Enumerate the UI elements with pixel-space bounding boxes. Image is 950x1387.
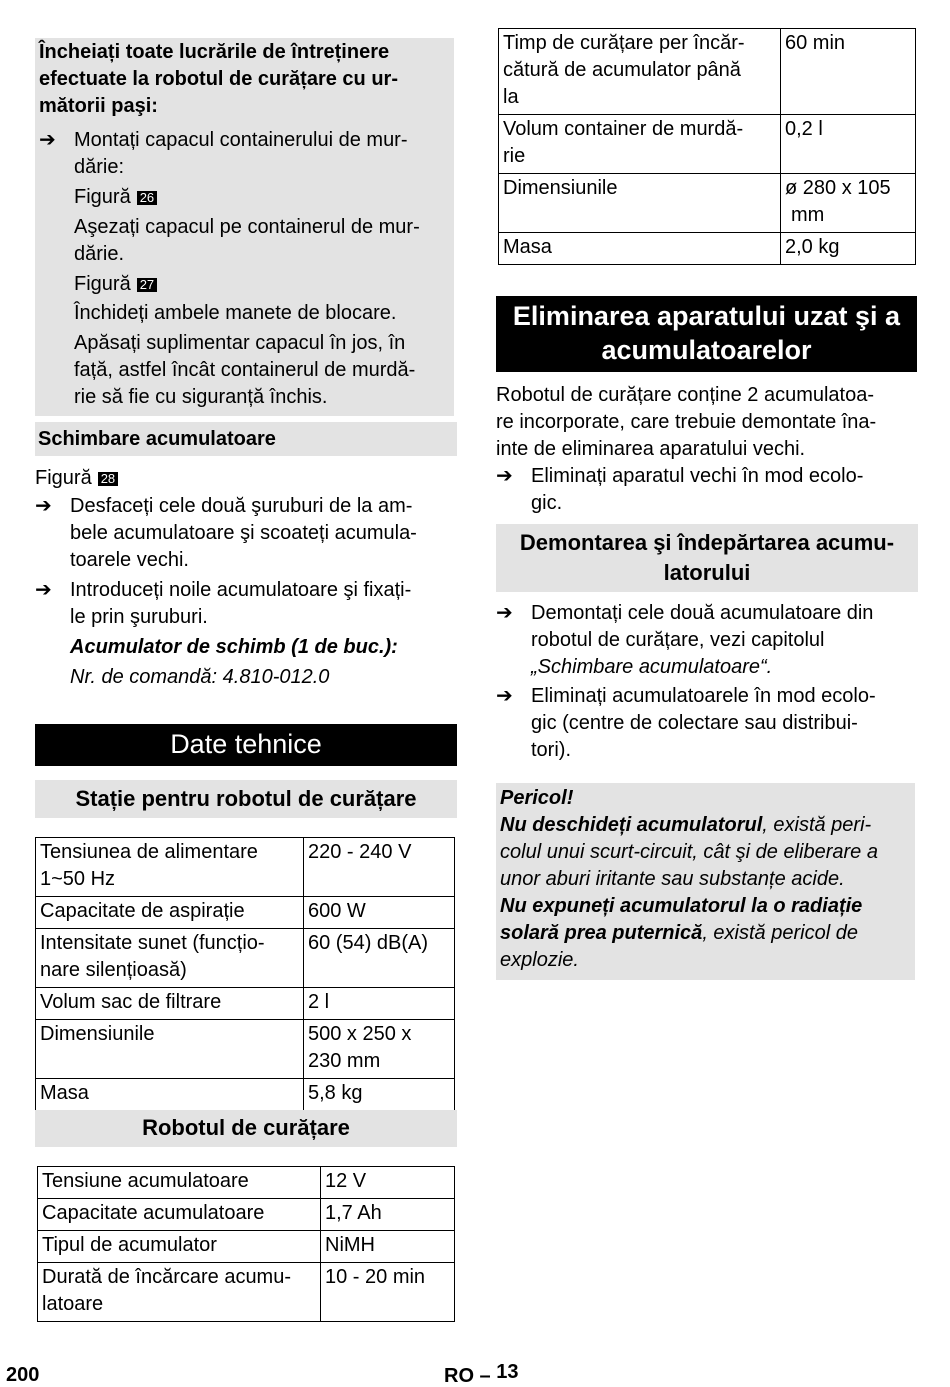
step-text: robotul de curățare, vezi capitolul: [531, 629, 825, 651]
paragraph-line: inte de eliminarea aparatului vechi.: [496, 438, 806, 460]
station-heading: Stație pentru robotul de curățare: [35, 780, 457, 818]
heading-line: mătorii paşi:: [39, 95, 158, 117]
table-value: 5,8 kg: [304, 1079, 455, 1111]
heading-line: Eliminarea aparatului uzat şi a: [512, 301, 901, 331]
page-number-center: [444, 1360, 519, 1387]
table-row: [38, 1199, 455, 1231]
table-row: [499, 174, 916, 233]
table-row: [36, 1020, 455, 1079]
figure-ref: [74, 184, 454, 211]
table-key: Dimensiunile: [36, 1020, 304, 1079]
disposal-step: [496, 463, 918, 517]
heading-line: Încheiați toate lucrările de întreținere: [39, 41, 390, 63]
table-key: Timp de curățare per încăr- cătură de acumulator până la: [499, 29, 781, 115]
figure-number: 27: [137, 278, 157, 292]
figure-label: Figură: [74, 273, 131, 295]
table-value: 60 min: [781, 29, 916, 115]
removal-step: [496, 600, 918, 681]
table-row: [36, 897, 455, 929]
removal-step: [496, 683, 918, 764]
table-row: [36, 838, 455, 897]
robot-table-continued: [498, 28, 916, 265]
robot-table: [37, 1166, 455, 1322]
table-key: Tensiunea de alimentare 1~50 Hz: [36, 838, 304, 897]
step-text: gic (centre de colectare sau distribui-: [531, 712, 858, 734]
step-text: Montați capacul containerului de mur-: [74, 129, 408, 151]
step-text: rie să fie cu siguranță închis.: [74, 386, 328, 408]
battery-step: [35, 493, 457, 574]
step-text: dărie:: [74, 156, 125, 178]
step-text: Demontați cele două acumulatoare din: [531, 602, 874, 624]
battery-step: [35, 577, 457, 691]
step-text: tori).: [531, 739, 571, 761]
battery-change-section: [35, 465, 457, 691]
table-key: Tensiune acumulatoare: [38, 1167, 321, 1199]
table-value: 220 - 240 V: [304, 838, 455, 897]
table-value: 0,2 l: [781, 115, 916, 174]
heading-line: latorului: [663, 560, 751, 585]
table-value: 2 l: [304, 988, 455, 1020]
table-key: Intensitate sunet (funcțio- nare silențioasă): [36, 929, 304, 988]
table-row: [499, 233, 916, 265]
table-row: [36, 1079, 455, 1111]
step-text: față, astfel încât containerul de murdă-: [74, 359, 416, 381]
battery-removal-heading: [496, 524, 918, 592]
figure-number: 28: [98, 472, 118, 486]
section-page-number: 13: [496, 1361, 519, 1383]
step-text: Eliminați acumulatoarele în mod ecolo-: [531, 685, 876, 707]
station-table: [35, 837, 455, 1111]
table-row: [38, 1231, 455, 1263]
disposal-heading: [496, 296, 917, 372]
language-code: RO –: [444, 1365, 491, 1387]
danger-box: [496, 783, 915, 980]
table-value: NiMH: [321, 1231, 455, 1263]
robot-heading: Robotul de curățare: [35, 1110, 457, 1147]
step-text: toarele vechi.: [70, 549, 189, 571]
step-text: Apăsați suplimentar capacul în jos, în: [74, 332, 406, 354]
step-text: le prin şuruburi.: [70, 606, 208, 628]
arrow-right-icon: ➔: [496, 602, 513, 624]
table-value: ø 280 x 105 mm: [781, 174, 916, 233]
step-text: Închideți ambele manete de blocare.: [74, 302, 397, 324]
table-value: 600 W: [304, 897, 455, 929]
danger-line: solară prea puternică, există pericol de: [500, 922, 858, 944]
table-row: [36, 929, 455, 988]
step-text: „Schimbare acumulatoare“.: [531, 656, 773, 678]
step-text: Desfaceți cele două şuruburi de la am-: [70, 495, 413, 517]
arrow-right-icon: ➔: [35, 579, 52, 601]
step-text: Introduceți noile acumulatoare şi fixați-: [70, 579, 412, 601]
danger-line: explozie.: [500, 949, 579, 971]
heading-line: Demontarea şi îndepărtarea acumu-: [519, 530, 895, 555]
table-key: Volum container de murdă- rie: [499, 115, 781, 174]
figure-ref: [74, 271, 454, 298]
order-number: Nr. de comandă: 4.810-012.0: [70, 666, 330, 688]
step-text: dărie.: [74, 243, 125, 265]
step-text: Aşezați capacul pe containerul de mur-: [74, 216, 420, 238]
table-key: Masa: [36, 1079, 304, 1111]
maintenance-step: [39, 127, 454, 411]
table-value: 1,7 Ah: [321, 1199, 455, 1231]
heading-line: acumulatoarelor: [601, 335, 812, 365]
table-key: Volum sac de filtrare: [36, 988, 304, 1020]
table-key: Capacitate de aspirație: [36, 897, 304, 929]
tech-data-heading: Date tehnice: [35, 724, 457, 766]
step-text: gic.: [531, 492, 563, 514]
step-text: Eliminați aparatul vechi în mod ecolo-: [531, 465, 864, 487]
table-row: [499, 115, 916, 174]
step-text: bele acumulatoare şi scoateți acumula-: [70, 522, 417, 544]
maintenance-box: [35, 38, 454, 416]
figure-number: 26: [137, 191, 157, 205]
table-value: 60 (54) dB(A): [304, 929, 455, 988]
page-number-left: 200: [6, 1364, 40, 1386]
heading-line: efectuate la robotul de curățare cu ur-: [39, 68, 398, 90]
table-value: 12 V: [321, 1167, 455, 1199]
table-value: 500 x 250 x 230 mm: [304, 1020, 455, 1079]
paragraph-line: Robotul de curățare conține 2 acumulatoa-: [496, 384, 875, 406]
danger-line: Nu expuneți acumulatorul la o radiație: [500, 895, 863, 917]
danger-title: Pericol!: [500, 787, 574, 809]
battery-removal-section: [496, 600, 918, 764]
table-key: Durată de încărcare acumu- latoare: [38, 1263, 321, 1322]
maintenance-heading: [39, 38, 454, 120]
arrow-right-icon: ➔: [35, 495, 52, 517]
paragraph-line: re incorporate, care trebuie demontate îna-: [496, 411, 877, 433]
arrow-right-icon: ➔: [496, 685, 513, 707]
table-key: Tipul de acumulator: [38, 1231, 321, 1263]
arrow-right-icon: ➔: [39, 129, 56, 151]
table-key: Capacitate acumulatoare: [38, 1199, 321, 1231]
table-row: [36, 988, 455, 1020]
table-row: [38, 1263, 455, 1322]
figure-label: Figură: [35, 467, 92, 489]
figure-ref: [35, 465, 457, 492]
arrow-right-icon: ➔: [496, 465, 513, 487]
table-value: 2,0 kg: [781, 233, 916, 265]
battery-change-heading: Schimbare acumulatoare: [35, 422, 457, 456]
danger-line: colul unui scurt-circuit, cât şi de eliberare a: [500, 841, 878, 863]
table-key: Masa: [499, 233, 781, 265]
disposal-section: [496, 382, 918, 517]
danger-line: Nu deschideți acumulatorul, există peri-: [500, 814, 872, 836]
table-row: [499, 29, 916, 115]
table-key: Dimensiunile: [499, 174, 781, 233]
figure-label: Figură: [74, 186, 131, 208]
table-value: 10 - 20 min: [321, 1263, 455, 1322]
table-row: [38, 1167, 455, 1199]
spare-part-label: Acumulator de schimb (1 de buc.):: [70, 636, 398, 658]
danger-line: unor aburi iritante sau substanțe acide.: [500, 868, 845, 890]
